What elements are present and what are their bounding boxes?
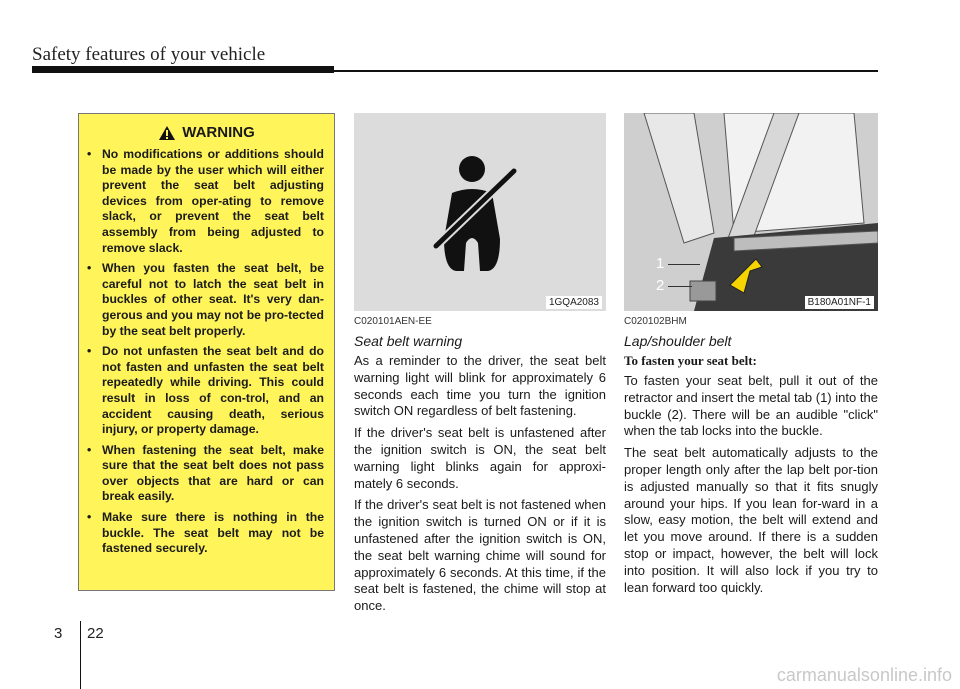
warning-heading: WARNING [182, 124, 255, 141]
section-code: C020102BHM [624, 316, 687, 327]
warning-box [78, 113, 335, 591]
header-rule-thick [32, 66, 334, 73]
image-code-label: B180A01NF-1 [805, 296, 874, 309]
warning-item: • Do not unfasten the seat belt and do not fasten and unfasten the seat belt repeatedly while driving. This could result in loss of con-trol, and an accident causing death, serious injury, or property damage. [87, 344, 324, 438]
paragraph: As a reminder to the driver, the seat belt warning light will blink for approximately 6 seconds each time you turn the ignition switch ON regardless of belt fastening. [354, 353, 606, 419]
warning-item: • When you fasten the seat belt, be careful not to latch the seat belt in buckles of other seat. It's very dan-gerous and you may not be pro-tected by the seat belt properly. [87, 261, 324, 339]
callout-2-label: 2 [656, 277, 665, 294]
seat-belt-warning-section [354, 316, 606, 620]
lap-shoulder-belt-image [624, 113, 878, 311]
seatbelt-warning-light-image [354, 113, 606, 311]
bold-heading: To fasten your seat belt: [624, 353, 757, 368]
warning-heading-row [79, 124, 334, 145]
watermark: carmanualsonline.info [776, 665, 952, 685]
footer-divider [80, 621, 81, 689]
header-rule-thin [334, 70, 878, 72]
warning-item: • Make sure there is nothing in the buckle. The seat belt may not be fastened securely. [87, 510, 324, 557]
callout-line-2 [668, 286, 692, 287]
warning-item: • When fastening the seat belt, make sure that the seat belt does not pass over objects that are hard or can break easily. [87, 443, 324, 505]
page-header-title: Safety features of your vehicle [32, 44, 266, 65]
callout-1-label: 1 [656, 255, 665, 272]
image-code-label: 1GQA2083 [546, 296, 602, 309]
chapter-number: 3 [54, 625, 63, 642]
lap-shoulder-belt-section [624, 316, 878, 601]
paragraph: The seat belt automatically adjusts to the proper length only after the lap belt por-tion is adjusted manually so that it fits snugly around your hips. If you lean for-ward in a slow, easy motion, the belt will extend and let you move around. If there is a sudden stop or impact, however, the belt will lock into position. It will also lock if you try to lean forward too quickly. [624, 445, 878, 595]
warning-triangle-icon [158, 125, 176, 145]
section-code: C020101AEN-EE [354, 316, 432, 327]
warning-list [87, 147, 324, 562]
warning-item: • No modifications or additions should be made by the user which will either prevent the seat belt adjusting devices from oper-ating to remove slack, or prevent the seat belt assembly from being adjusted to remove slack. [87, 147, 324, 256]
section-subheading: Lap/shoulder belt [624, 333, 732, 349]
paragraph: To fasten your seat belt, pull it out of the retractor and insert the metal tab (1) into the buckle (2). There will be an audible "click" when the tab locks into the buckle. [624, 373, 878, 439]
section-subheading: Seat belt warning [354, 333, 463, 349]
callout-line-1 [668, 264, 700, 265]
paragraph: If the driver's seat belt is not fastened when the ignition switch is turned ON or if it is unfastened after the ignition switch is ON, the seat belt warning chime will sound for approximately 6 seconds. At this time, if the seat belt is fastened, the chime will stop at once. [354, 497, 606, 614]
seatbelt-warning-icon [354, 113, 606, 311]
paragraph: If the driver's seat belt is unfastened after the ignition switch is ON, the seat belt warning light blinks again for approxi-mately 6 seconds. [354, 425, 606, 491]
page-number: 22 [87, 625, 104, 642]
